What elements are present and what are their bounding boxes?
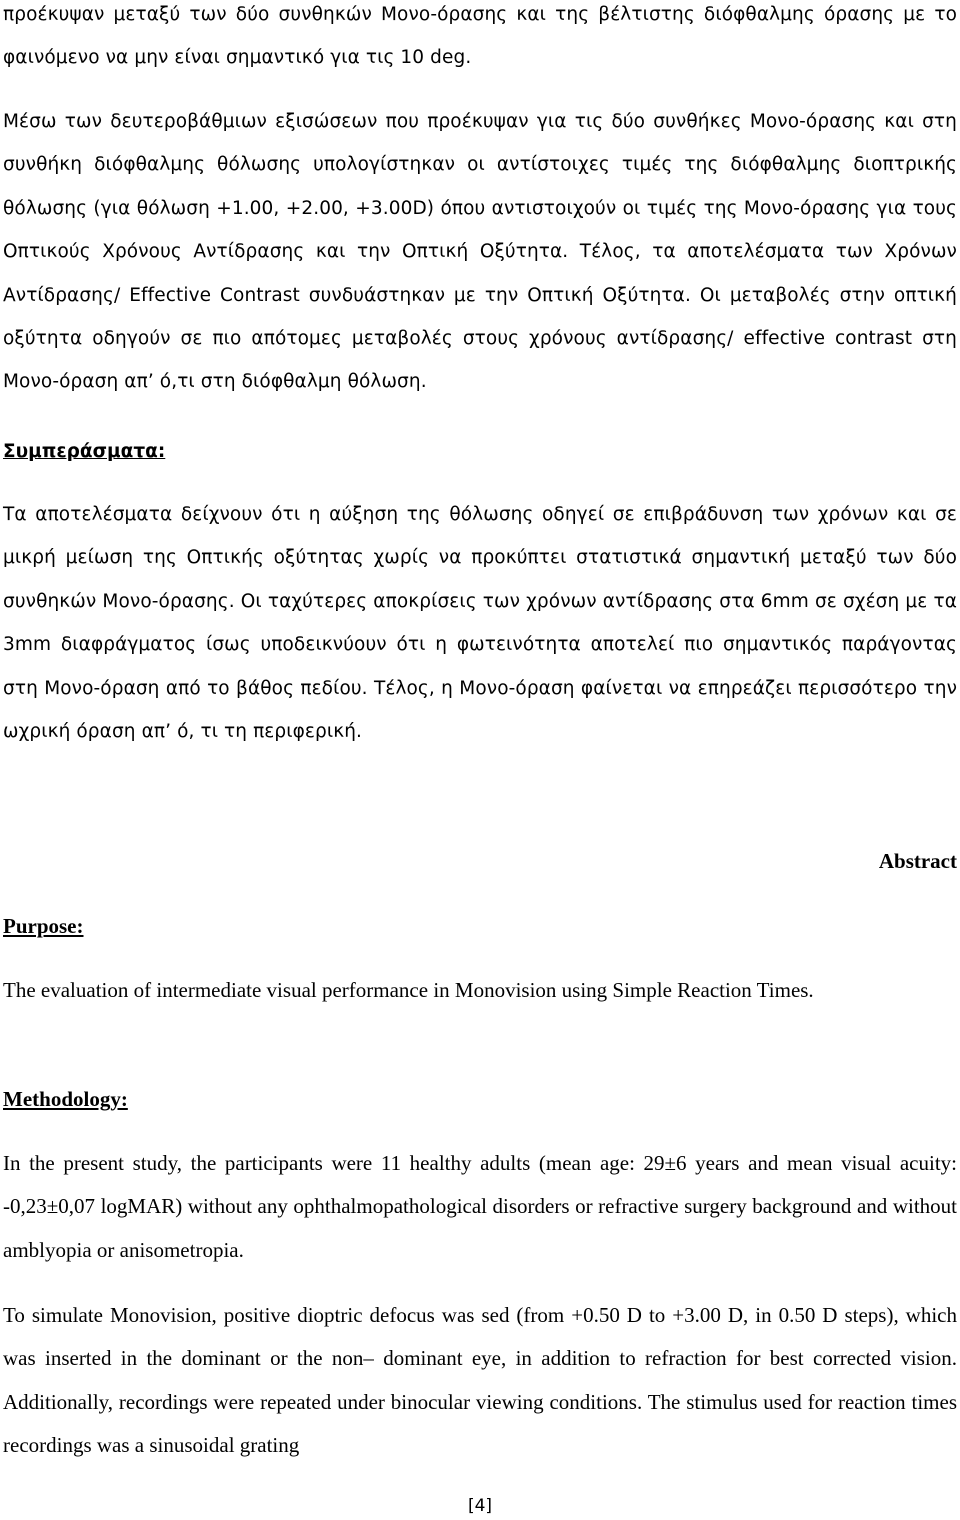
methodology-heading: Methodology: (3, 1087, 128, 1111)
purpose-heading: Purpose: (3, 914, 84, 938)
greek-paragraph-top: προέκυψαν μεταξύ των δύο συνθηκών Μονο-όρασης και της βέλτιστης διόφθαλμης όρασης με το φαινόμενο να μην είναι σημαντικό για τις 10 deg. (3, 4, 957, 69)
greek-paragraph-conclusions: Τα αποτελέσματα δείχνουν ότι η αύξηση της θόλωσης οδηγεί σε επιβράδυνση των χρόνων και σε μικρή μείωση της Οπτικής οξύτητας χωρίς να προκύπτει στατιστικά σημαντική μεταξύ των δύο συνθηκών Μονο-όρασης. Οι ταχύτερες αποκρίσεις των χρόνων αντίδρασης στα 6mm σε σχέση με τα 3mm διαφράγματος ίσως υποδεικνύουν ότι η φωτεινότητα αποτελεί πιο σημαντικός παράγοντας στη Μονο-όραση από το βάθος πεδίου. Τέλος, η Μονο-όραση φαίνεται να επηρεάζει περισσότερο την ωχρική όραση απ’ ό, τι τη περιφερική. (3, 504, 957, 743)
methodology-paragraph-1: In the present study, the participants were 11 healthy adults (mean age: 29±6 years and mean visual acuity: -0,23±0,07 logMAR) without any ophthalmopathological disorders or refractive surgery background and without amblyopia or anisometropia. (3, 1151, 957, 1262)
page-number: [4] (467, 1496, 493, 1516)
methodology-paragraph-2: To simulate Monovision, positive dioptric defocus was sed (from +0.50 D to +3.00 D, in 0.50 D steps), which was inserted in the dominant or the non– dominant eye, in addition to refraction for best corrected vision. Additionally, recordings were repeated under binocular viewing conditions. The stimulus used for reaction times recordings was a sinusoidal grating (3, 1303, 957, 1458)
abstract-title: Abstract (878, 849, 957, 873)
conclusions-heading: Συμπεράσματα: (3, 441, 166, 462)
greek-paragraph-results: Μέσω των δευτεροβάθμιων εξισώσεων που προέκυψαν για τις δύο συνθήκες Μονο-όρασης και στη συνθήκη διόφθαλμης θόλωσης υπολογίστηκαν οι αντίστοιχες τιμές της διόφθαλμης διοπτρικής θόλωσης (για θόλωση +1.00, +2.00, +3.00D) όπου αντιστοιχούν οι τιμές της Μονο-όρασης για τους Οπτικούς Χρόνους Αντίδρασης και την Οπτική Οξύτητα. Τέλος, τα αποτελέσματα των Χρόνων Αντίδρασης/ Effective Contrast συνδυάστηκαν με την Οπτική Οξύτητα. Οι μεταβολές στην οπτική οξύτητα οδηγούν σε πιο απότομες μεταβολές στους χρόνους αντίδρασης/ effective contrast στη Μονο-όραση απ’ ό,τι στη διόφθαλμη θόλωση. (3, 111, 957, 393)
purpose-text: The evaluation of intermediate visual performance in Monovision using Simple Reaction Times. (3, 978, 814, 1002)
